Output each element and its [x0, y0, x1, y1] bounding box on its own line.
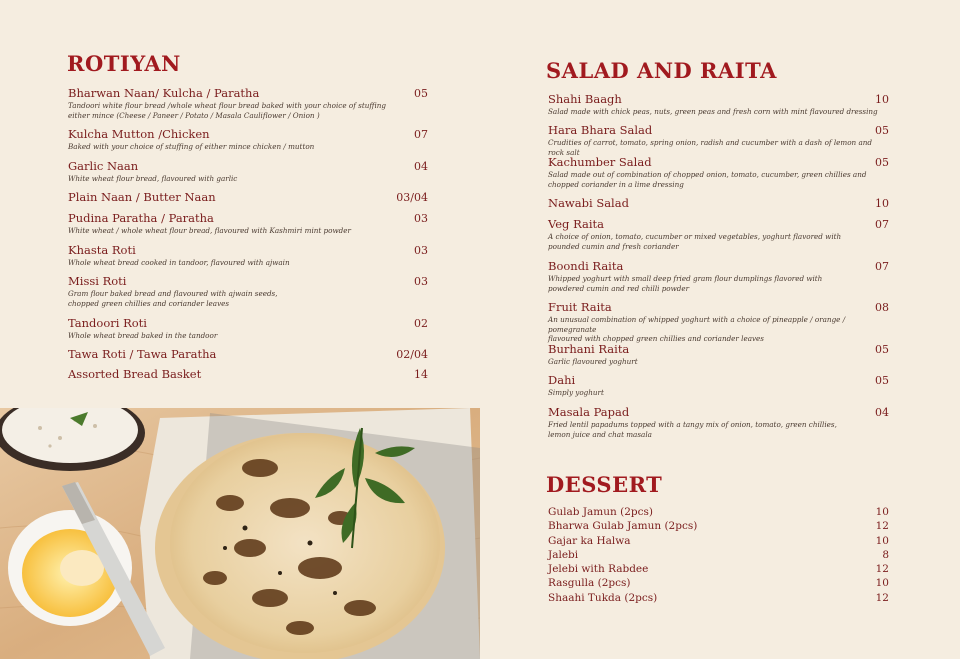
menu-item: [548, 196, 889, 217]
menu-item: [548, 535, 889, 549]
item-price: 05: [875, 156, 889, 169]
dessert-list: [548, 506, 889, 606]
item-name: Hara Bhara Salad: [548, 123, 653, 137]
item-description: Baked with your choice of stuffing of either mince chicken / mutton: [68, 142, 315, 151]
item-name: Gajar ka Halwa: [548, 534, 631, 547]
item-name: Veg Raita: [548, 217, 605, 231]
item-description: Whole wheat bread cooked in tandoor, flavoured with ajwain: [68, 258, 290, 267]
item-price: 12: [875, 563, 889, 576]
item-price: 02/04: [396, 348, 428, 361]
rotiyan-list: [68, 86, 428, 387]
item-description: Whole wheat bread baked in the tandoor: [68, 331, 218, 340]
item-name: Kulcha Mutton /Chicken: [68, 127, 210, 141]
item-name: Assorted Bread Basket: [68, 367, 202, 381]
item-description: An unusual combination of whipped yoghurt with a choice of pineapple / orange / pomegranate flavoured with chopped green chillies and coriander leaves: [548, 315, 846, 344]
menu-item: [68, 86, 428, 127]
naan-photo: [0, 408, 480, 659]
item-description: Crudities of carrot, tomato, spring onion, radish and cucumber with a dash of lemon and rock salt: [548, 138, 872, 157]
item-price: 03: [414, 212, 428, 225]
item-name: Bharwa Gulab Jamun (2pcs): [548, 520, 698, 533]
item-price: 03: [414, 244, 428, 257]
item-price: 12: [875, 520, 889, 533]
item-name: Missi Roti: [68, 274, 127, 288]
menu-item: [548, 155, 889, 196]
menu-item: [68, 367, 428, 387]
item-description: Fried lentil papadums topped with a tangy mix of onion, tomato, green chillies, lemon juice and chat masala: [548, 420, 837, 439]
item-name: Pudina Paratha / Paratha: [68, 211, 214, 225]
item-name: Rasgulla (2pcs): [548, 577, 631, 590]
item-description: A choice of onion, tomato, cucumber or mixed vegetables, yoghurt flavored with pounded cumin and fresh coriander: [548, 232, 842, 251]
item-description: White wheat flour bread, flavoured with garlic: [68, 174, 238, 183]
item-price: 10: [875, 197, 889, 210]
item-price: 07: [875, 260, 889, 273]
item-name: Gulab Jamun (2pcs): [548, 506, 653, 518]
rotiyan-heading: ROTIYAN: [67, 51, 181, 76]
item-price: 10: [875, 93, 889, 106]
item-name: Fruit Raita: [548, 300, 612, 314]
menu-item: [548, 506, 889, 520]
menu-item: [68, 274, 428, 316]
menu-item: [548, 520, 889, 534]
item-name: Tandoori Roti: [68, 316, 147, 330]
menu-item: [68, 190, 428, 211]
item-name: Shaahi Tukda (2pcs): [548, 591, 658, 604]
item-price: 05: [414, 87, 428, 100]
item-price: 10: [875, 534, 889, 547]
item-name: Jelebi with Rabdee: [548, 563, 649, 576]
item-name: Khasta Roti: [68, 243, 136, 257]
dessert-heading: DESSERT: [546, 472, 663, 497]
menu-item: [548, 123, 889, 155]
item-price: 03/04: [396, 191, 428, 204]
item-name: Tawa Roti / Tawa Paratha: [68, 347, 217, 361]
item-price: 10: [875, 506, 889, 518]
menu-item: [548, 217, 889, 259]
menu-item: [548, 577, 889, 591]
menu-item: [548, 342, 889, 373]
item-price: 10: [875, 577, 889, 590]
menu-item: [548, 592, 889, 606]
item-price: 05: [875, 374, 889, 387]
menu-item: [68, 347, 428, 367]
item-price: 08: [875, 301, 889, 314]
item-description: Garlic flavoured yoghurt: [548, 357, 638, 366]
item-name: Kachumber Salad: [548, 155, 652, 169]
item-name: Burhani Raita: [548, 342, 630, 356]
item-description: Salad made with chick peas, nuts, green peas and fresh corn with mint flavoured dressing: [548, 107, 878, 116]
menu-item: [548, 405, 889, 445]
menu-item: [548, 373, 889, 405]
item-price: 02: [414, 317, 428, 330]
item-name: Plain Naan / Butter Naan: [68, 190, 216, 204]
menu-item: [548, 300, 889, 342]
menu-item: [548, 259, 889, 300]
menu-item: [68, 211, 428, 243]
menu-item: [68, 127, 428, 159]
item-price: 14: [414, 368, 428, 381]
item-description: White wheat / whole wheat flour bread, flavoured with Kashmiri mint powder: [68, 226, 351, 235]
item-description: Gram flour baked bread and flavoured with ajwain seeds, chopped green chillies and coriander leaves: [68, 289, 278, 308]
menu-item: [68, 159, 428, 190]
menu-item: [548, 563, 889, 577]
item-name: Nawabi Salad: [548, 196, 629, 210]
item-price: 8: [882, 548, 889, 561]
item-price: 12: [875, 591, 889, 604]
item-price: 03: [414, 275, 428, 288]
item-price: 04: [414, 160, 428, 173]
item-description: Simply yoghurt: [548, 388, 604, 397]
item-name: Boondi Raita: [548, 259, 624, 273]
item-name: Masala Papad: [548, 405, 630, 419]
menu-item: [548, 92, 889, 123]
item-price: 05: [875, 124, 889, 137]
menu-item: [68, 243, 428, 274]
item-name: Dahi: [548, 373, 576, 387]
item-price: 07: [414, 128, 428, 141]
item-description: Salad made out of combination of chopped onion, tomato, cucumber, green chillies and chopped coriander in a lime dressing: [548, 170, 867, 189]
item-name: Bharwan Naan/ Kulcha / Paratha: [68, 86, 260, 100]
item-price: 05: [875, 343, 889, 356]
menu-item: [68, 316, 428, 347]
item-description: Whipped yoghurt with small deep fried gram flour dumplings flavored with powdered cumin and red chilli powder: [548, 274, 823, 293]
salad-heading: SALAD AND RAITA: [546, 58, 777, 83]
item-name: Jalebi: [548, 548, 579, 561]
item-description: Tandoori white flour bread /whole wheat flour bread baked with your choice of stuffing either mince (Cheese / Paneer / Potato / Masala Cauliflower / Onion ): [68, 101, 386, 120]
menu-item: [548, 549, 889, 563]
item-price: 07: [875, 218, 889, 231]
item-name: Shahi Baagh: [548, 92, 622, 106]
item-price: 04: [875, 406, 889, 419]
item-name: Garlic Naan: [68, 159, 139, 173]
salad-list: [548, 92, 889, 445]
